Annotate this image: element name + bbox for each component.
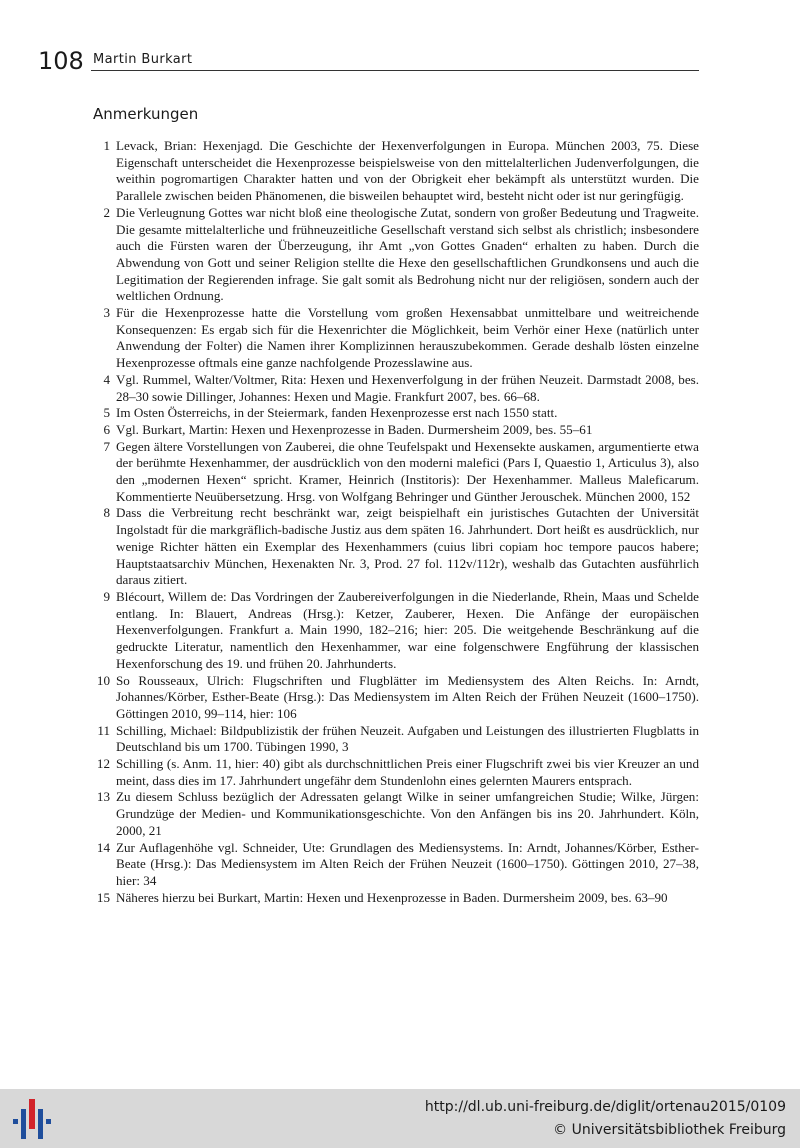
header-rule	[91, 70, 699, 71]
endnote-number: 7	[103, 438, 110, 454]
endnote-number: 10	[96, 672, 110, 688]
endnote	[93, 505, 699, 589]
endnote-number: 15	[96, 889, 110, 905]
endnote	[93, 723, 699, 756]
endnote-text: Gegen ältere Vorstellungen von Zauberei, die ohne Teufelspakt und Hexensekte auskamen, argumentierte etwa der berühmte Hexenhammer, der ausdrücklich von den moderni malefici (Pars I, Quaestio 1, Articulus 3), also den „modernen Hexen“ spricht. Kramer, Heinrich (Institoris): Der Hexenhammer. Malleus Maleficarum. Kommentierte Neuübersetzung. Hrsg. von Wolfgang Behringer und Günther Jerouschek. München 2000, 152	[116, 438, 699, 504]
endnote-text: Im Osten Österreichs, in der Steiermark, fanden Hexenprozesse erst nach 1550 statt.	[116, 405, 558, 421]
ub-freiburg-logo-icon	[10, 1097, 54, 1141]
endnote	[93, 789, 699, 839]
endnote-number: 12	[96, 756, 110, 772]
viewer-footer	[0, 1089, 800, 1148]
endnote	[93, 756, 699, 789]
endnote-number: 6	[103, 421, 110, 437]
endnote-number: 5	[103, 405, 110, 421]
endnote	[93, 840, 699, 890]
endnote-text: Näheres hierzu bei Burkart, Martin: Hexen und Hexenprozesse in Baden. Durmersheim 2009, bes. 63–90	[116, 889, 668, 905]
endnote	[93, 439, 699, 506]
endnote	[93, 305, 699, 372]
section-heading: Anmerkungen	[93, 105, 199, 123]
endnote-text: Schilling, Michael: Bildpublizistik der frühen Neuzeit. Aufgaben und Leistungen des illustrierten Flugblatts in Deutschland bis um 1700. Tübingen 1990, 3	[116, 722, 699, 755]
endnote-number: 3	[103, 305, 110, 321]
endnote	[93, 372, 699, 405]
endnote-text: Die Verleugnung Gottes war nicht bloß eine theologische Zutat, sondern von großer Bedeutung und Tragweite. Die gesamte mittelalterliche und frühneuzeitliche Gesellschaft verstand sich selbst als christlich; insbesondere auch die Fürsten waren der Überzeugung, ihr Amt „von Gottes Gnaden“ erhalten zu haben. Durch die Abwendung von Gott und seiner Religion stellte die Hexe den gesellschaftlichen Grundkonsens und auch die Legitimation der Regierenden infrage. Sie galt somit als Bedrohung nicht nur der religiösen, sondern auch der weltlichen Ordnung.	[116, 204, 699, 304]
endnote-number: 2	[103, 204, 110, 220]
running-head-author: Martin Burkart	[93, 52, 193, 67]
endnote-number: 11	[97, 722, 110, 738]
endnote	[93, 673, 699, 723]
endnote	[93, 890, 699, 907]
endnote-text: So Rousseaux, Ulrich: Flugschriften und Flugblätter im Mediensystem des Alten Reichs. In: Arndt, Johannes/Körber, Esther-Beate (Hrsg.): Das Mediensystem im Alten Reich der Frühen Neuzeit (1600–1750). Göttingen 2010, 99–114, hier: 106	[116, 672, 699, 721]
endnote-number: 9	[103, 588, 110, 604]
endnote-text: Schilling (s. Anm. 11, hier: 40) gibt als durchschnittlichen Preis einer Flugschrift zwei bis vier Kreuzer an und meint, dass dies im 17. Jahrhundert ungefähr dem Stundenlohn eines gelernten Maurers entsprach.	[116, 756, 699, 788]
endnote-text: Levack, Brian: Hexenjagd. Die Geschichte der Hexenverfolgungen in Europa. München 2003, 75. Diese Eigenschaft unterscheidet die Hexenprozesse beispielsweise von den mittelalterlichen Judenverfolgungen, die weithin pogromartigen Charakter hatten und von der Obrigkeit eher bekämpft als unterstützt wurden. Die Parallele zwischen beiden Phänomenen, die bisweilen behauptet wird, besteht nicht oder ist nur geringfügig.	[116, 138, 699, 204]
document-url[interactable]: http://dl.ub.uni-freiburg.de/diglit/ortenau2015/0109	[424, 1099, 786, 1115]
copyright-notice: © Universitätsbibliothek Freiburg	[553, 1122, 786, 1138]
endnote	[93, 138, 699, 205]
endnotes-list	[93, 138, 699, 906]
endnote-text: Für die Hexenprozesse hatte die Vorstellung vom großen Hexensabbat unmittelbare und weitreichende Konsequenzen: Es ergab sich für die Hexenrichter die Möglichkeit, beim Verhör einer Hexe (natürlich unter Anwendung der Folter) die Namen ihrer Komplizinnen herauszubekommen. Gerade deshalb lösten einzelne Hexenprozesse oftmals eine ganze nachfolgende Prozesslawine aus.	[116, 305, 699, 371]
endnote	[93, 589, 699, 673]
endnote	[93, 205, 699, 305]
endnote-text: Dass die Verbreitung recht beschränkt war, zeigt beispielhaft ein juristisches Gutachten der Universität Ingolstadt für die markgräflich-badische Justiz aus dem späten 16. Jahrhundert. Dort heißt es ausdrücklich, nur wenige Richter hätten ein Exemplar des Hexenhammers (cuius libri copiam hoc tempore paucos habere; Hauptstaatsarchiv München, Hexenakten Nr. 3, Prod. 27 fol. 112v/112r), weshalb das Gutachten ausführlich daraus zitiert.	[116, 505, 699, 588]
endnote-text: Blécourt, Willem de: Das Vordringen der Zaubereiverfolgungen in die Niederlande, Rhein, Maas und Schelde entlang. In: Blauert, Andreas (Hrsg.): Ketzer, Zauberer, Hexen. Die Anfänge der europäischen Hexenverfolgungen. Frankfurt a. Main 1990, 182–216; hier: 205. Die weitgehende Beschränkung auf die gedruckte Literatur, namentlich den Hexenhammer, war eine folgenschwere Engführung der klassischen Hexenforschung des 19. und frühen 20. Jahrhunderts.	[116, 588, 699, 671]
endnote-number: 13	[96, 789, 110, 805]
endnote	[93, 405, 699, 422]
endnote-text: Vgl. Rummel, Walter/Voltmer, Rita: Hexen und Hexenverfolgung in der frühen Neuzeit. Darmstadt 2008, bes. 28–30 sowie Dillinger, Johannes: Hexen und Magie. Frankfurt 2007, bes. 66–68.	[116, 371, 699, 404]
endnote-number: 1	[103, 138, 110, 153]
endnote-number: 14	[96, 839, 110, 855]
endnote-text: Zu diesem Schluss bezüglich der Adressaten gelangt Wilke in seiner umfangreichen Studie; Wilke, Jürgen: Grundzüge der Medien- und Kommunikationsgeschichte. Von den Anfängen bis ins 20. Jahrhundert. Köln, 2000, 21	[116, 789, 699, 838]
endnote-number: 4	[103, 371, 110, 387]
endnote-text: Zur Auflagenhöhe vgl. Schneider, Ute: Grundlagen des Mediensystems. In: Arndt, Johannes/Körber, Esther-Beate (Hrsg.): Das Mediensystem im Alten Reich der Frühen Neuzeit (1600–1750). Göttingen 2010, 27–38, hier: 34	[116, 839, 699, 888]
endnote-number: 8	[103, 505, 110, 521]
endnote	[93, 422, 699, 439]
endnote-text: Vgl. Burkart, Martin: Hexen und Hexenprozesse in Baden. Durmersheim 2009, bes. 55–61	[116, 421, 593, 437]
page-header	[0, 0, 800, 80]
page-number: 108	[38, 47, 84, 75]
